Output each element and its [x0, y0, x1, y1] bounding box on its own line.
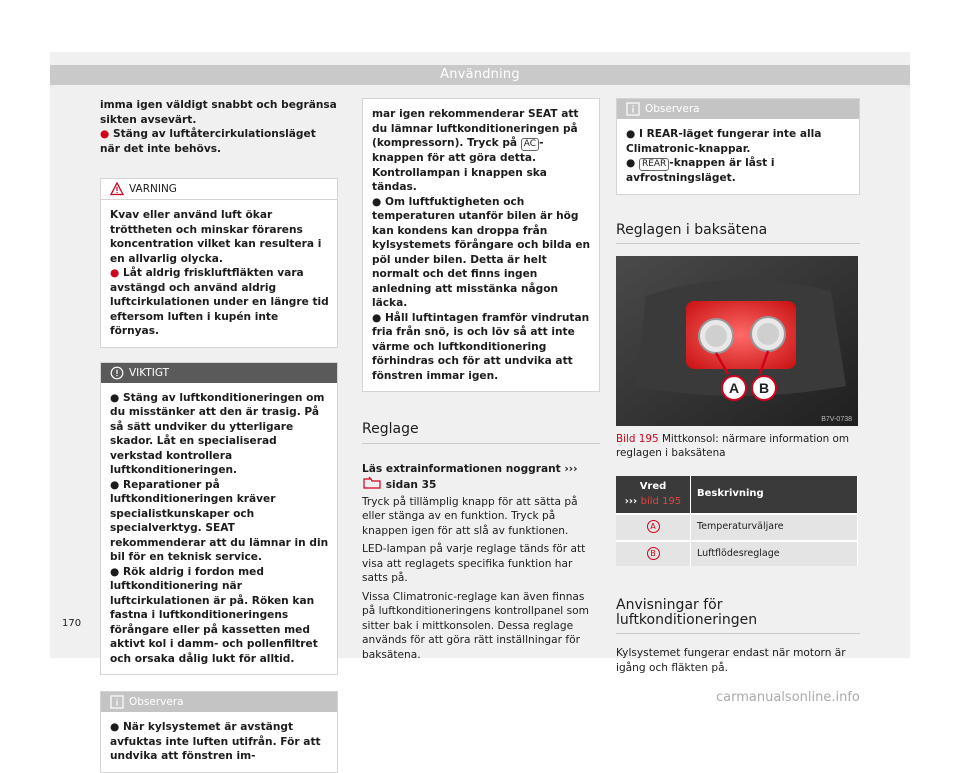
note-continued-box [362, 98, 600, 392]
read-more: Läs extrainformationen noggrant ››› sidan 35 [362, 462, 578, 491]
book-link-icon[interactable] [362, 476, 382, 490]
note-header [101, 692, 337, 712]
info-square-icon [110, 695, 124, 709]
page-number: 170 [62, 618, 82, 629]
note-box-rear [616, 98, 860, 195]
important-box [100, 362, 338, 676]
figure-code: B7V-0738 [821, 416, 852, 423]
rear-console-illustration [616, 256, 858, 426]
table-header-desc: Beskrivning [691, 476, 858, 514]
note-bullet: ● I REAR-läget fungerar inte alla Climatronic-knappar. [626, 128, 822, 155]
info-square-icon [626, 102, 640, 116]
ac-key: AC [521, 138, 539, 151]
warning-label: VARNING [129, 183, 177, 195]
note-box [100, 691, 338, 773]
note-bullet: ● Håll luftintagen framför vindrutan fria från snö, is och löv så att inte värme och luftkonditionering förhindras och för att undvika att fönstren immar igen. [372, 311, 590, 382]
table-cell-ref [616, 514, 691, 541]
note-label: Observera [645, 103, 700, 115]
final-paragraph: Kylsystemet fungerar endast när motorn är igång och fläkten på. [616, 647, 846, 674]
table-row [616, 514, 858, 541]
important-bullet: ● Rök aldrig i fordon med luftkonditionering när luftcirkulationen är på. Röken kan fastna i luftkonditioneringens förångare eller på kassetten med aktivt kol i damm- och pollenfiltret och orsaka dålig lukt för alltid. [110, 565, 318, 665]
page-header: Användning [50, 65, 910, 85]
note-body [617, 119, 859, 194]
read-arrow: ››› [564, 462, 578, 475]
column-3 [616, 98, 860, 675]
note-bullet: ● REAR -knappen är låst i avfrostningsläget. [626, 157, 775, 184]
table-row [616, 541, 858, 567]
important-bullet: ● Stäng av luftkonditioneringen om du misstänker att den är trasig. På så sätt undviker du ytterligare skador. Låt en specialiserad verkstad kontrollera luftkonditioneringen. [110, 391, 325, 476]
section-title-reglage: Reglage [362, 422, 600, 444]
paragraph: Tryck på tillämplig knapp för att sätta på eller stänga av en funktion. Tryck på knappen igen för att slå av funktionen. [362, 495, 578, 537]
table-header-ref: Vred ››› bild 195 [616, 476, 691, 514]
note-header [617, 99, 859, 119]
important-label: VIKTIGT [129, 366, 170, 379]
note-label: Observera [129, 696, 184, 708]
table-cell-desc: Luftflödesreglage [691, 541, 858, 567]
warning-body [101, 200, 337, 347]
figure-rear-console-photo [616, 256, 858, 426]
warning-text: Kvav eller använd luft ökar tröttheten och minskar förarens koncentration vilket kan resultera i en allvarlig olycka. [110, 209, 322, 265]
column-1 [100, 98, 338, 773]
controls-table [616, 476, 858, 566]
paragraph: Vissa Climatronic-reglage kan även finnas på luftkonditioneringens kontrollpanel som sitter bak i mittkonsolen. Dessa reglage används för att göra rätt inställningar för baksätena. [362, 590, 589, 661]
figure-caption-label: Bild 195 [616, 433, 659, 445]
important-header [101, 363, 337, 383]
figure-label-a: A [728, 380, 740, 396]
bullet-dot-icon: ● [100, 128, 110, 140]
section-title-ac-notes: Anvisningar för luftkonditioneringen [616, 598, 860, 634]
intro-bullet: ● Stäng av luftåtercirkulationsläget när det inte behövs. [100, 128, 316, 155]
table-cell-ref [616, 541, 691, 567]
figure-caption: Bild 195 Mittkonsol: närmare information om reglagen i baksätena [616, 433, 850, 459]
important-bullet: ● Reparationer på luftkonditioneringen kräver specialistkunskaper och specialverktyg. SEAT rekommenderar att du lämnar in din bil för en teknisk service. [110, 478, 329, 563]
warning-bullet: ● Låt aldrig friskluftfläkten vara avstängd och använd aldrig luftcirkulationen under en längre tid eftersom luften i kupén inte förnyas. [110, 267, 329, 337]
warning-header [101, 179, 337, 200]
note-continued-body [363, 99, 599, 391]
section-title-rear-controls: Reglagen i baksätena [616, 223, 860, 245]
note-bullet: ● När kylsystemet är avstängt avfuktas inte luften utifrån. För att undvika att fönstren im- [110, 721, 321, 762]
important-body [101, 383, 337, 675]
warning-box [100, 178, 338, 348]
figure-link[interactable]: bild 195 [640, 495, 682, 507]
info-circle-icon [110, 366, 124, 380]
note-bullet: ● Om luftfuktigheten och temperaturen utanför bilen är hög kan kondens kan droppa från kylsystemets förångare och bilda en pöl under bilen. Detta är helt normalt och det finns ingen anledning att misstänka någon läcka. [372, 195, 591, 309]
table-header-row [616, 476, 858, 514]
watermark: carmanualsonline.info [716, 690, 860, 705]
note-body [101, 712, 337, 772]
ref-circle-a: A [647, 520, 660, 533]
bullet-dot-icon: ● [110, 267, 120, 279]
note-continued-text: mar igen rekommenderar SEAT att du lämnar luftkonditioneringen på (kompressorn). Tryck på AC -knappen för att göra detta. Kontrollampan i knappen ska tändas. [372, 108, 579, 193]
rear-key: REAR [639, 158, 669, 171]
ref-circle-b: B [647, 547, 660, 560]
column-2 [362, 98, 600, 662]
intro-line: imma igen väldigt snabbt och begränsa sikten avsevärt. [100, 99, 337, 126]
warning-triangle-icon [110, 182, 124, 196]
figure-label-b: B [758, 380, 770, 396]
table-cell-desc: Temperaturväljare [691, 514, 858, 541]
paragraph: LED-lampan på varje reglage tänds för att visa att reglagets specifika funktion har satts på. [362, 543, 586, 584]
